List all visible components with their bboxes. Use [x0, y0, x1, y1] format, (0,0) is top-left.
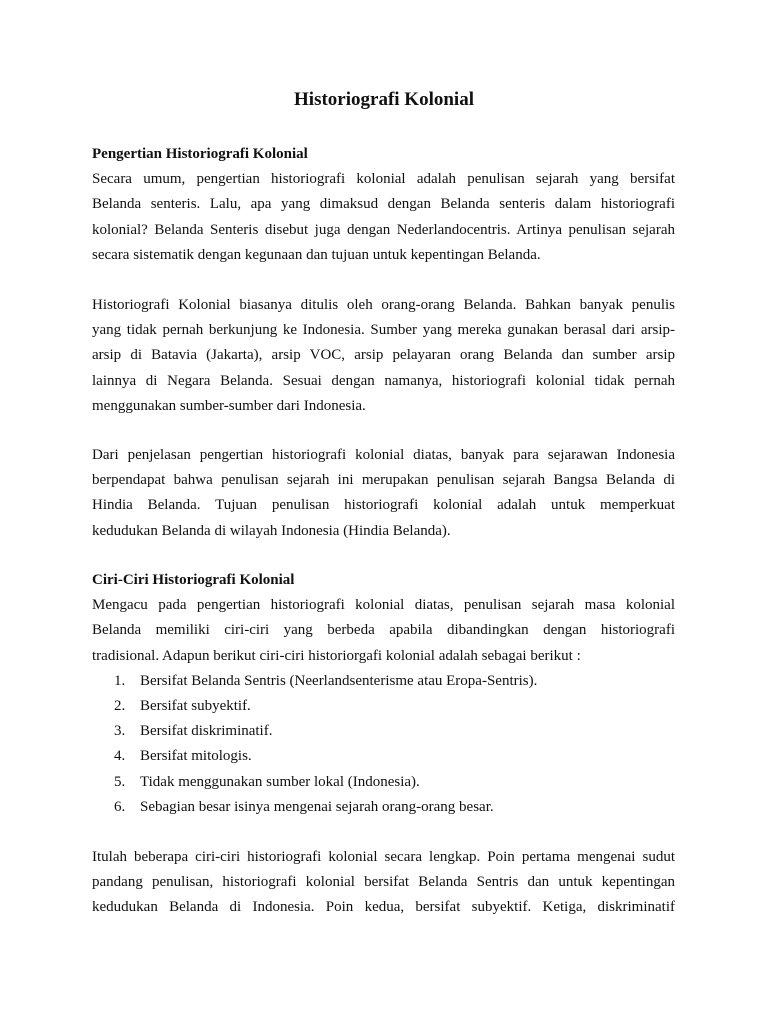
list-item [92, 669, 675, 694]
list-number: 6. [114, 798, 126, 815]
text-line: Belanda senteris. Lalu, apa yang dimaksud dengan Belanda senteris dalam historiografi [92, 196, 675, 213]
text-line: Historiografi Kolonial biasanya ditulis oleh orang-orang Belanda. Bahkan banyak penulis [92, 297, 675, 313]
list-text: Bersifat Belanda Sentris (Neerlandsenterisme atau Eropa-Sentris). [140, 672, 538, 689]
paragraph [92, 167, 675, 268]
text-line: arsip di Batavia (Jakarta), arsip VOC, arsip pelayaran orang Belanda dan sumber arsip [92, 347, 675, 364]
list-text: Tidak menggunakan sumber lokal (Indonesia). [140, 773, 420, 790]
list-item [92, 694, 675, 719]
paragraph [92, 845, 675, 921]
text-line: kolonial? Belanda Senteris disebut juga dengan Nederlandocentris. Artinya penulisan sejarah [92, 221, 675, 238]
text-line: secara sistematik dengan kegunaan dan tujuan untuk kepentingan Belanda. [92, 246, 541, 263]
list-number: 5. [114, 773, 126, 790]
list-item [92, 770, 675, 795]
text-line: kedudukan Belanda di Indonesia. Poin kedua, bersifat subyektif. Ketiga, diskriminatif [92, 899, 675, 916]
list-item [92, 795, 675, 820]
text-line: yang tidak pernah berkunjung ke Indonesia. Sumber yang mereka gunakan berasal dari arsip- [92, 322, 675, 339]
list-text: Bersifat diskriminatif. [140, 723, 273, 740]
numbered-list [92, 669, 675, 820]
text-line: lainnya di Negara Belanda. Sesuai dengan namanya, historiografi kolonial tidak pernah [92, 372, 675, 389]
section-heading: Ciri-Ciri Historiografi Kolonial [92, 572, 295, 588]
list-number: 4. [114, 748, 126, 765]
list-item [92, 719, 675, 744]
text-line: menggunakan sumber-sumber dari Indonesia. [92, 397, 366, 414]
text-line: Belanda memiliki ciri-ciri yang berbeda apabila dibandingkan dengan historiografi [92, 622, 675, 639]
section-heading: Pengertian Historiografi Kolonial [92, 146, 308, 162]
list-text: Sebagian besar isinya mengenai sejarah orang-orang besar. [140, 798, 494, 815]
list-number: 2. [114, 697, 126, 714]
section-ciri-ciri [92, 568, 675, 820]
text-line: Itulah beberapa ciri-ciri historiografi kolonial secara lengkap. Poin pertama mengenai sudut [92, 849, 675, 865]
text-line: Hindia Belanda. Tujuan penulisan historiografi kolonial adalah untuk memperkuat [92, 497, 675, 514]
paragraph [92, 443, 675, 544]
paragraph [92, 293, 675, 419]
list-number: 3. [114, 723, 126, 740]
section-pengertian [92, 142, 675, 268]
list-item [92, 744, 675, 769]
text-line: tradisional. Adapun berikut ciri-ciri historiorgafi kolonial adalah sebagai berikut : [92, 647, 581, 664]
text-line: berpendapat bahwa penulisan sejarah ini merupakan penulisan sejarah Bangsa Belanda di [92, 472, 675, 489]
list-text: Bersifat subyektif. [140, 697, 251, 714]
document-title: Historiografi Kolonial [294, 89, 474, 110]
text-line: kedudukan Belanda di wilayah Indonesia (Hindia Belanda). [92, 522, 451, 539]
list-number: 1. [114, 672, 126, 689]
list-text: Bersifat mitologis. [140, 748, 252, 765]
text-line: Dari penjelasan pengertian historiografi kolonial diatas, banyak para sejarawan Indonesia [92, 447, 675, 463]
text-line: Secara umum, pengertian historiografi kolonial adalah penulisan sejarah yang bersifat [92, 171, 675, 188]
text-line: pandang penulisan, historiografi kolonial bersifat Belanda Sentris dan untuk kepentingan [92, 874, 675, 891]
text-line: Mengacu pada pengertian historiografi kolonial diatas, penulisan sejarah masa kolonial [92, 597, 675, 614]
